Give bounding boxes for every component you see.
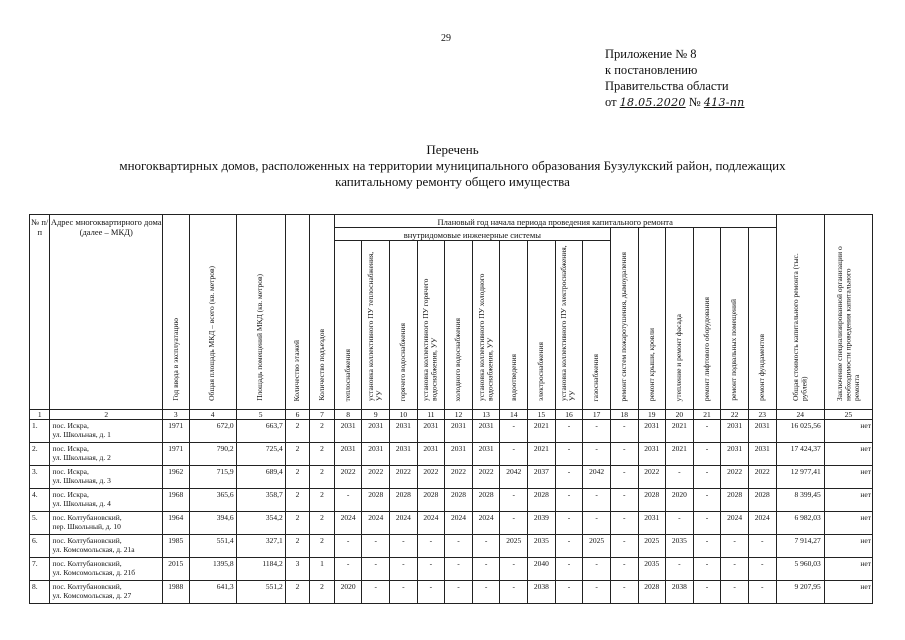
table-cell: 2 (310, 581, 335, 604)
table-cell: 2035 (666, 535, 694, 558)
table-cell: - (500, 443, 528, 466)
column-numbers-row (30, 410, 873, 420)
table-cell: 2031 (445, 420, 473, 443)
table-cell: 4. (30, 489, 50, 512)
table-cell: 2031 (334, 443, 362, 466)
table-cell: 7 914,27 (776, 535, 824, 558)
table-cell: 1968 (162, 489, 189, 512)
column-number: 14 (500, 410, 528, 420)
header-col-22: ремонт подвальных помещений (721, 228, 749, 410)
table-cell: 1962 (162, 466, 189, 489)
table-cell: 2031 (638, 443, 666, 466)
column-number: 25 (824, 410, 872, 420)
table-cell: 5. (30, 512, 50, 535)
table-cell: 2 (285, 466, 310, 489)
header-total-cost: Общая стоимость капитального ремонта (тыс. рублей) (776, 215, 824, 410)
table-cell: - (334, 535, 362, 558)
table-cell: 2031 (638, 512, 666, 535)
appendix-title: Приложение № 8 (605, 47, 697, 61)
table-cell: - (555, 443, 583, 466)
header-col-19: ремонт крыши, кровли (638, 228, 666, 410)
table-cell: - (721, 558, 749, 581)
table-cell: 2015 (162, 558, 189, 581)
column-number: 19 (638, 410, 666, 420)
table-cell: - (693, 581, 721, 604)
table-cell: 2031 (638, 420, 666, 443)
table-cell: 7. (30, 558, 50, 581)
table-cell: 2025 (500, 535, 528, 558)
table-cell: 1985 (162, 535, 189, 558)
table-cell: нет (824, 466, 872, 489)
table-cell: 2031 (362, 420, 390, 443)
address-cell: пос. Искра, ул. Школьная, д. 2 (50, 443, 163, 466)
table-cell: 2035 (638, 558, 666, 581)
table-cell: - (610, 535, 638, 558)
table-cell: 2 (285, 535, 310, 558)
table-cell: - (555, 535, 583, 558)
header-num: № п/п (30, 215, 50, 410)
table-cell: нет (824, 558, 872, 581)
table-cell: 2038 (528, 581, 556, 604)
column-number: 13 (472, 410, 500, 420)
column-number: 9 (362, 410, 390, 420)
table-cell: 551,2 (236, 581, 285, 604)
table-cell: 2028 (638, 489, 666, 512)
table-cell: 2031 (390, 443, 418, 466)
table-cell: - (417, 535, 445, 558)
table-cell: - (748, 581, 776, 604)
table-cell: 394,6 (189, 512, 236, 535)
table-cell: 3 (285, 558, 310, 581)
table-row (30, 420, 873, 443)
table-cell: 3. (30, 466, 50, 489)
header-col-10: горячего водоснабжения (390, 241, 418, 410)
table-cell: 2024 (721, 512, 749, 535)
table-cell: 2035 (528, 535, 556, 558)
table-cell: - (583, 489, 611, 512)
column-number: 2 (50, 410, 163, 420)
table-cell: - (693, 535, 721, 558)
column-number: 7 (310, 410, 335, 420)
table-cell: 2 (310, 535, 335, 558)
table-cell: 2024 (445, 512, 473, 535)
number-label: № (688, 95, 701, 109)
table-cell: - (362, 581, 390, 604)
table-cell: - (610, 466, 638, 489)
table-row (30, 466, 873, 489)
table-cell: 2024 (472, 512, 500, 535)
table-cell: 2. (30, 443, 50, 466)
table-cell: - (693, 420, 721, 443)
table-cell: - (583, 443, 611, 466)
table-cell: 2 (285, 512, 310, 535)
table-cell: - (555, 558, 583, 581)
table-cell: 2028 (748, 489, 776, 512)
table-cell: 715,9 (189, 466, 236, 489)
table-cell: - (445, 558, 473, 581)
table-cell: - (445, 581, 473, 604)
header-col-21: ремонт лифтового оборудования (693, 228, 721, 410)
address-cell: пос. Колтубановский, ул. Комсомольская, д. 21б (50, 558, 163, 581)
address-cell: пос. Колтубановский, ул. Комсомольская, д. 27 (50, 581, 163, 604)
column-number: 23 (748, 410, 776, 420)
column-number: 12 (445, 410, 473, 420)
table-cell: - (390, 535, 418, 558)
table-cell: - (334, 558, 362, 581)
table-cell: 8 399,45 (776, 489, 824, 512)
table-cell: 2022 (390, 466, 418, 489)
address-cell: пос. Колтубановский, пер. Школьный, д. 10 (50, 512, 163, 535)
appendix-block (605, 46, 745, 111)
header-utilities-group: внутридомовые инженерные системы (334, 228, 610, 241)
table-cell: 2 (310, 443, 335, 466)
table-cell: 5 960,03 (776, 558, 824, 581)
table-cell: 689,4 (236, 466, 285, 489)
table-cell: нет (824, 443, 872, 466)
table-cell: 1971 (162, 443, 189, 466)
table-cell: 6 982,03 (776, 512, 824, 535)
table-cell: - (693, 489, 721, 512)
table-row (30, 558, 873, 581)
table-cell: 672,0 (189, 420, 236, 443)
table-cell: 2024 (362, 512, 390, 535)
table-cell: 1. (30, 420, 50, 443)
table-cell: 2024 (334, 512, 362, 535)
header-col-8: теплоснабжения (334, 241, 362, 410)
table-cell: 1971 (162, 420, 189, 443)
table-cell: - (555, 489, 583, 512)
table-cell: 2 (310, 512, 335, 535)
table-cell: - (555, 512, 583, 535)
table-cell: - (721, 581, 749, 604)
title-line-2: многоквартирных домов, расположенных на территории муниципального образования Бузулукский район, подлежащих (119, 158, 786, 173)
table-cell: - (610, 558, 638, 581)
column-number: 5 (236, 410, 285, 420)
table-cell: 2031 (417, 420, 445, 443)
table-cell: - (500, 512, 528, 535)
table-cell: - (500, 420, 528, 443)
table-cell: - (748, 558, 776, 581)
table-cell: 2022 (721, 466, 749, 489)
table-cell: - (693, 558, 721, 581)
table-cell: - (748, 535, 776, 558)
table-cell: - (472, 535, 500, 558)
table-cell: 2042 (583, 466, 611, 489)
column-number: 4 (189, 410, 236, 420)
table-cell: 327,1 (236, 535, 285, 558)
table-cell: - (362, 558, 390, 581)
table-cell: 2024 (417, 512, 445, 535)
table-cell: - (417, 558, 445, 581)
address-cell: пос. Колтубановский, ул. Комсомольская, д. 21а (50, 535, 163, 558)
table-cell: - (500, 558, 528, 581)
header-col-17: газоснабжения (583, 241, 611, 410)
table-cell: - (693, 443, 721, 466)
table-cell: 2 (285, 489, 310, 512)
table-cell: 2021 (528, 420, 556, 443)
table-cell: 2 (310, 420, 335, 443)
address-cell: пос. Искра, ул. Школьная, д. 1 (50, 420, 163, 443)
column-number: 11 (417, 410, 445, 420)
table-cell: - (390, 558, 418, 581)
column-number: 6 (285, 410, 310, 420)
header-col-20: утепление и ремонт фасада (666, 228, 694, 410)
table-cell: - (610, 581, 638, 604)
table-cell: 2021 (666, 443, 694, 466)
header-entrances: Количество подъездов (310, 215, 335, 410)
table-cell: 2031 (472, 420, 500, 443)
header-floors: Количество этажей (285, 215, 310, 410)
table-cell: 2031 (721, 443, 749, 466)
table-cell: 2022 (417, 466, 445, 489)
table-cell: 2021 (528, 443, 556, 466)
column-number: 18 (610, 410, 638, 420)
table-cell: 2020 (666, 489, 694, 512)
column-number: 3 (162, 410, 189, 420)
table-cell: 2022 (638, 466, 666, 489)
table-cell: 2028 (528, 489, 556, 512)
header-plan-group: Плановый год начала периода проведения капитального ремонта (334, 215, 776, 228)
column-number: 24 (776, 410, 824, 420)
table-cell: 358,7 (236, 489, 285, 512)
table-cell: - (555, 466, 583, 489)
title-line-1: Перечень (426, 142, 479, 157)
appendix-line-2: к постановлению (605, 63, 698, 77)
column-number: 16 (555, 410, 583, 420)
table-cell: 2031 (417, 443, 445, 466)
appendix-line-3: Правительства области (605, 79, 729, 93)
table-cell: - (666, 558, 694, 581)
header-total-area: Общая площадь МКД – всего (кв. метров) (189, 215, 236, 410)
table-cell: - (472, 558, 500, 581)
table-cell: нет (824, 535, 872, 558)
column-number: 21 (693, 410, 721, 420)
table-cell: - (555, 420, 583, 443)
table-cell: - (693, 466, 721, 489)
table-cell: 2028 (472, 489, 500, 512)
header-col-11: установка коллективного ПУ горячего водоснабжения, УУ (417, 241, 445, 410)
table-cell: - (445, 535, 473, 558)
appendix-date-line (605, 94, 745, 111)
table-cell: 2022 (472, 466, 500, 489)
table-cell: 1395,8 (189, 558, 236, 581)
table-cell: 2038 (666, 581, 694, 604)
table-cell: 1988 (162, 581, 189, 604)
table-cell: 2031 (390, 420, 418, 443)
header-address: Адрес многоквартирного дома (далее – МКД) (50, 215, 163, 410)
page-number: 29 (441, 33, 451, 44)
table-cell: 2028 (417, 489, 445, 512)
table-cell: 551,4 (189, 535, 236, 558)
resolution-number: 413-пп (703, 96, 745, 109)
table-cell: 1 (310, 558, 335, 581)
table-cell: 2028 (390, 489, 418, 512)
table-cell: 365,6 (189, 489, 236, 512)
table-cell: - (610, 489, 638, 512)
header-year: Год ввода в эксплуатацию (162, 215, 189, 410)
table-cell: 8. (30, 581, 50, 604)
table-cell: 1964 (162, 512, 189, 535)
table-cell: 2031 (334, 420, 362, 443)
table-cell: 2031 (362, 443, 390, 466)
table-cell: - (721, 535, 749, 558)
table-cell: 6. (30, 535, 50, 558)
table-cell: 2 (310, 489, 335, 512)
header-col-14: водоотведения (500, 241, 528, 410)
table-cell: 2028 (638, 581, 666, 604)
from-label: от (605, 95, 617, 109)
table-cell: - (610, 420, 638, 443)
header-conclusion: Заключение специализированной организации о необходимости проведения капитального ремонта (824, 215, 872, 410)
table-cell: - (610, 443, 638, 466)
table-cell: - (583, 512, 611, 535)
table-cell: 2040 (528, 558, 556, 581)
table-cell: 2022 (445, 466, 473, 489)
table-cell: - (583, 558, 611, 581)
title-line-3: капитальному ремонту общего имущества (335, 174, 570, 189)
table-cell: 2031 (445, 443, 473, 466)
table-cell: 12 977,41 (776, 466, 824, 489)
table-cell: 2037 (528, 466, 556, 489)
table-cell: - (555, 581, 583, 604)
header-col-18: ремонт систем пожаротушения, дымоудаления (610, 228, 638, 410)
table-cell: 2031 (721, 420, 749, 443)
table-cell: 2022 (362, 466, 390, 489)
resolution-date: 18.05.2020 (619, 96, 686, 109)
table-cell: 2025 (638, 535, 666, 558)
table-cell: 2 (285, 581, 310, 604)
table-cell: 2021 (666, 420, 694, 443)
table-cell: 17 424,37 (776, 443, 824, 466)
column-number: 20 (666, 410, 694, 420)
table-cell: 9 207,95 (776, 581, 824, 604)
column-number: 15 (528, 410, 556, 420)
table-cell: 2 (310, 466, 335, 489)
column-number: 22 (721, 410, 749, 420)
table-row (30, 443, 873, 466)
table-cell: 2031 (748, 420, 776, 443)
table-cell: 2042 (500, 466, 528, 489)
table-cell: нет (824, 512, 872, 535)
table-cell: 354,2 (236, 512, 285, 535)
table-row (30, 512, 873, 535)
table-cell: - (583, 420, 611, 443)
table-cell: 2024 (390, 512, 418, 535)
table-cell: 2031 (472, 443, 500, 466)
table-cell: - (610, 512, 638, 535)
table-cell: 2025 (583, 535, 611, 558)
table-cell: 663,7 (236, 420, 285, 443)
table-cell: - (472, 581, 500, 604)
table-cell: 2028 (362, 489, 390, 512)
table-row (30, 535, 873, 558)
table-cell: 2028 (445, 489, 473, 512)
column-number: 8 (334, 410, 362, 420)
table-cell: 790,2 (189, 443, 236, 466)
table-cell: 2 (285, 443, 310, 466)
table-cell: нет (824, 420, 872, 443)
table-row (30, 581, 873, 604)
header-col-15: электроснабжения (528, 241, 556, 410)
header-col-13: установка коллективного ПУ холодного водоснабжения, УУ (472, 241, 500, 410)
header-col-9: установка коллективного ПУ теплоснабжения, УУ (362, 241, 390, 410)
table-cell: - (500, 489, 528, 512)
table-cell: - (666, 512, 694, 535)
table-cell: - (500, 581, 528, 604)
table-cell: 2022 (748, 466, 776, 489)
table-cell: - (417, 581, 445, 604)
table-cell: - (666, 466, 694, 489)
address-cell: пос. Искра, ул. Школьная, д. 3 (50, 466, 163, 489)
header-col-12: холодного водоснабжения (445, 241, 473, 410)
table-cell: 2024 (748, 512, 776, 535)
column-number: 17 (583, 410, 611, 420)
table-cell: 2 (285, 420, 310, 443)
table-cell: нет (824, 581, 872, 604)
table-cell: - (334, 489, 362, 512)
table-row (30, 489, 873, 512)
address-cell: пос. Искра, ул. Школьная, д. 4 (50, 489, 163, 512)
column-number: 1 (30, 410, 50, 420)
document-title (0, 142, 905, 190)
table-cell: - (693, 512, 721, 535)
column-number: 10 (390, 410, 418, 420)
table-cell: 2022 (334, 466, 362, 489)
table-cell: - (362, 535, 390, 558)
table-cell: 641,3 (189, 581, 236, 604)
header-premises-area: Площадь помещений МКД (кв. метров) (236, 215, 285, 410)
buildings-table (29, 214, 873, 604)
table-cell: 725,4 (236, 443, 285, 466)
table-cell: 2039 (528, 512, 556, 535)
header-col-16: установка коллективного ПУ электроснабжения, УУ (555, 241, 583, 410)
table-cell: 2031 (748, 443, 776, 466)
table-cell: нет (824, 489, 872, 512)
table-cell: 2028 (721, 489, 749, 512)
table-cell: - (583, 581, 611, 604)
header-col-23: ремонт фундаментов (748, 228, 776, 410)
table-cell: 2020 (334, 581, 362, 604)
table-cell: - (390, 581, 418, 604)
table-cell: 1184,2 (236, 558, 285, 581)
table-cell: 16 025,56 (776, 420, 824, 443)
